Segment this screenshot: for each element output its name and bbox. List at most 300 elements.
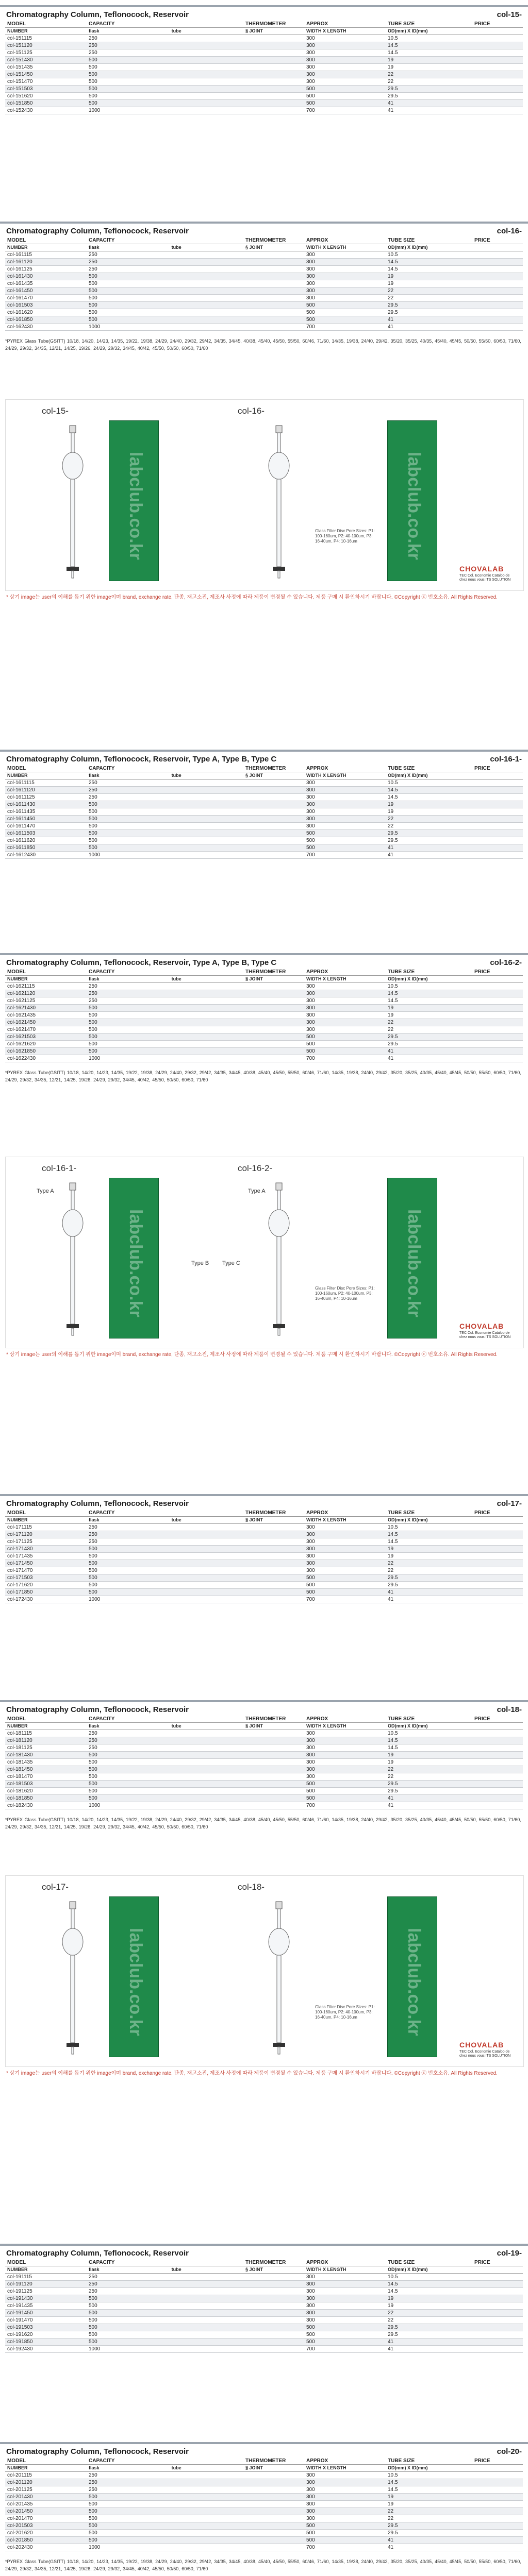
section-code: col-16-2- (490, 958, 522, 967)
joint-value (243, 2310, 304, 2317)
price (472, 2530, 523, 2537)
tube-capacity (170, 42, 243, 49)
width-length: 300 (304, 295, 386, 302)
joint-value (243, 1773, 304, 1781)
model-number: col-201450 (5, 2508, 87, 2515)
tube-size: 41 (386, 1802, 472, 1809)
flask-capacity: 250 (87, 259, 170, 266)
price (472, 71, 523, 78)
model-number: col-191503 (5, 2324, 87, 2331)
table-row (5, 983, 523, 990)
table-row (5, 816, 523, 823)
model-number: col-151850 (5, 100, 87, 107)
joint-value (243, 1026, 304, 1033)
joint-value (243, 2494, 304, 2501)
width-length: 300 (304, 64, 386, 71)
flask-capacity: 500 (87, 1005, 170, 1012)
flask-capacity: 500 (87, 2310, 170, 2317)
tube-size: 41 (386, 844, 472, 852)
price (472, 1524, 523, 1531)
tube-capacity (170, 259, 243, 266)
width-length: 300 (304, 35, 386, 42)
model-number: col-201120 (5, 2479, 87, 2486)
spec-section (0, 1695, 528, 1829)
brand-subtext: TEC Col. Economie Cataloo de chez nous vous ITS SOLUTION (459, 2050, 511, 2058)
spec-table (5, 1716, 523, 1809)
flask-capacity: 500 (87, 1773, 170, 1781)
section-title: Chromatography Column, Teflonocock, Reservoir, Type A, Type B, Type C (6, 755, 277, 764)
tube-size: 19 (386, 273, 472, 280)
tube-capacity (170, 2530, 243, 2537)
section-title: Chromatography Column, Teflonocock, Reservoir, Type A, Type B, Type C (6, 958, 277, 967)
watermark: labclub.co.kr (404, 1209, 424, 1317)
tube-header: tube (170, 28, 243, 35)
joint-value (243, 2288, 304, 2295)
table-row (5, 1055, 523, 1062)
width-length: 300 (304, 808, 386, 816)
model-number: col-171120 (5, 1531, 87, 1538)
flask-capacity: 250 (87, 1744, 170, 1752)
model-number: col-171470 (5, 1567, 87, 1574)
table-row (5, 2274, 523, 2281)
tube-size: 41 (386, 2544, 472, 2551)
table-row (5, 35, 523, 42)
flask-header: flask (87, 244, 170, 251)
tube-capacity (170, 997, 243, 1005)
width-length: 300 (304, 287, 386, 295)
price (472, 1596, 523, 1603)
tube-size: 19 (386, 64, 472, 71)
model-number: col-1611620 (5, 837, 87, 844)
tube-capacity (170, 100, 243, 107)
model-number: col-171850 (5, 1589, 87, 1596)
price (472, 1788, 523, 1795)
tube-size: 19 (386, 1752, 472, 1759)
table-row (5, 57, 523, 64)
width-length: 300 (304, 49, 386, 57)
flask-capacity: 250 (87, 2281, 170, 2288)
flask-capacity: 500 (87, 2537, 170, 2544)
joint-value (243, 1019, 304, 1026)
tube-capacity (170, 2324, 243, 2331)
section-header (6, 1498, 522, 1510)
price (472, 2472, 523, 2479)
table-row (5, 2310, 523, 2317)
flask-capacity: 500 (87, 844, 170, 852)
section-code: col-15- (497, 10, 522, 19)
tube-capacity (170, 1759, 243, 1766)
od-id-header: OD(mm) X ID(mm) (386, 772, 472, 779)
price (472, 78, 523, 86)
header-row (5, 969, 523, 976)
blank-header (472, 1723, 523, 1730)
model-number: col-171115 (5, 1524, 87, 1531)
joint-value (243, 266, 304, 273)
tube-capacity (170, 808, 243, 816)
model-number: col-181450 (5, 1766, 87, 1773)
spec-section (0, 0, 528, 124)
price (472, 1041, 523, 1048)
joint-value (243, 42, 304, 49)
table-row (5, 1531, 523, 1538)
tube-capacity (170, 2295, 243, 2302)
width-length: 300 (304, 273, 386, 280)
width-length: 500 (304, 1574, 386, 1582)
section-code: col-16- (497, 227, 522, 235)
price (472, 1766, 523, 1773)
model-number: col-151450 (5, 71, 87, 78)
price (472, 1026, 523, 1033)
model-number: col-1621120 (5, 990, 87, 997)
width-length: 300 (304, 2317, 386, 2324)
model-number: col-171430 (5, 1546, 87, 1553)
joint-value (243, 2537, 304, 2544)
width-length: 300 (304, 251, 386, 259)
width-length-header: WIDTH X LENGTH (304, 244, 386, 251)
width-length: 300 (304, 2515, 386, 2522)
table-row (5, 2522, 523, 2530)
tube-capacity (170, 844, 243, 852)
table-row (5, 1589, 523, 1596)
tube-capacity (170, 302, 243, 309)
tube-capacity (170, 2346, 243, 2353)
tube-capacity (170, 2281, 243, 2288)
price (472, 808, 523, 816)
table-row (5, 2494, 523, 2501)
flask-capacity: 250 (87, 990, 170, 997)
price-header: PRICE (472, 237, 523, 244)
joint-value (243, 107, 304, 114)
joint-value (243, 823, 304, 830)
tube-capacity (170, 266, 243, 273)
price (472, 1773, 523, 1781)
width-length-header: WIDTH X LENGTH (304, 1517, 386, 1524)
joint-value (243, 1744, 304, 1752)
capacity-header: CAPACITY (87, 21, 243, 28)
model-number: col-161115 (5, 251, 87, 259)
price-header: PRICE (472, 2458, 523, 2465)
table-row (5, 1538, 523, 1546)
tube-size: 14.5 (386, 1737, 472, 1744)
table-row (5, 1567, 523, 1574)
flask-capacity: 1000 (87, 324, 170, 331)
price (472, 830, 523, 837)
tube-header: tube (170, 1723, 243, 1730)
flask-capacity: 500 (87, 808, 170, 816)
price (472, 983, 523, 990)
width-length: 300 (304, 1752, 386, 1759)
table-row (5, 1048, 523, 1055)
width-length: 500 (304, 830, 386, 837)
section-code: col-17- (497, 1499, 522, 1508)
table-row (5, 2324, 523, 2331)
width-length: 300 (304, 2274, 386, 2281)
watermark: labclub.co.kr (126, 1928, 145, 2036)
width-length: 300 (304, 2501, 386, 2508)
section-header (6, 2248, 522, 2259)
od-id-header: OD(mm) X ID(mm) (386, 2266, 472, 2274)
model-number: col-161430 (5, 273, 87, 280)
price (472, 1574, 523, 1582)
joint-value (243, 1033, 304, 1041)
tube-size: 29.5 (386, 2530, 472, 2537)
flask-capacity: 500 (87, 816, 170, 823)
brand-subtext: TEC Col. Economie Cataloo de chez nous vous ITS SOLUTION (459, 574, 511, 582)
tube-size: 41 (386, 316, 472, 324)
joint-value (243, 2331, 304, 2338)
tube-capacity (170, 1766, 243, 1773)
flask-capacity: 500 (87, 100, 170, 107)
approx-header: APPROX (304, 2458, 386, 2465)
flask-capacity: 500 (87, 280, 170, 287)
width-length: 700 (304, 1596, 386, 1603)
tube-capacity (170, 78, 243, 86)
thermometer-header: THERMOMETER (243, 2458, 304, 2465)
tube-size-header: TUBE SIZE (386, 1510, 472, 1517)
width-length: 300 (304, 816, 386, 823)
product-photo (109, 1178, 159, 1338)
price (472, 801, 523, 808)
price-header: PRICE (472, 21, 523, 28)
tube-capacity (170, 990, 243, 997)
tube-size: 29.5 (386, 2331, 472, 2338)
header-row (5, 237, 523, 244)
table-row (5, 1582, 523, 1589)
flask-capacity: 500 (87, 1026, 170, 1033)
tube-size: 29.5 (386, 93, 472, 100)
section-divider (0, 2244, 528, 2246)
tube-capacity (170, 1012, 243, 1019)
width-length: 500 (304, 302, 386, 309)
tube-capacity (170, 35, 243, 42)
spec-table (5, 2458, 523, 2551)
tube-size-header: TUBE SIZE (386, 237, 472, 244)
tube-capacity (170, 1744, 243, 1752)
tube-capacity (170, 816, 243, 823)
model-number: col-201470 (5, 2515, 87, 2522)
table-row (5, 1802, 523, 1809)
tube-size-header: TUBE SIZE (386, 765, 472, 772)
model-number: col-1611430 (5, 801, 87, 808)
model-number: col-151620 (5, 93, 87, 100)
joint-value (243, 1766, 304, 1773)
width-length: 300 (304, 2310, 386, 2317)
tube-header: tube (170, 2266, 243, 2274)
model-number: col-171450 (5, 1560, 87, 1567)
joint-value (243, 1574, 304, 1582)
tube-size: 10.5 (386, 779, 472, 787)
product-figure (5, 1157, 524, 1348)
joint-value (243, 324, 304, 331)
model-number: col-151503 (5, 86, 87, 93)
width-length: 700 (304, 1055, 386, 1062)
table-row (5, 1744, 523, 1752)
table-row (5, 779, 523, 787)
width-length: 300 (304, 2302, 386, 2310)
tube-capacity (170, 1055, 243, 1062)
section-divider (0, 1700, 528, 1702)
joint-value (243, 78, 304, 86)
joint-value (243, 844, 304, 852)
model-number: col-181503 (5, 1781, 87, 1788)
flask-capacity: 500 (87, 57, 170, 64)
flask-capacity: 500 (87, 287, 170, 295)
tube-capacity (170, 1005, 243, 1012)
joint-value (243, 2515, 304, 2522)
table-row (5, 1773, 523, 1781)
table-row (5, 1752, 523, 1759)
tube-size: 41 (386, 100, 472, 107)
model-number: col-201620 (5, 2530, 87, 2537)
subheader-row (5, 244, 523, 251)
tube-size: 29.5 (386, 830, 472, 837)
capacity-header: CAPACITY (87, 237, 243, 244)
tube-capacity (170, 1574, 243, 1582)
joint-value (243, 64, 304, 71)
model-number: col-1621850 (5, 1048, 87, 1055)
price-header: PRICE (472, 1716, 523, 1723)
tube-size: 29.5 (386, 1041, 472, 1048)
model-number: col-1611450 (5, 816, 87, 823)
spec-section (0, 216, 528, 351)
price (472, 2288, 523, 2295)
model-number: col-1611470 (5, 823, 87, 830)
price (472, 816, 523, 823)
spec-table (5, 237, 523, 331)
flask-capacity: 500 (87, 1012, 170, 1019)
width-length: 300 (304, 2486, 386, 2494)
joint-value (243, 2508, 304, 2515)
table-row (5, 2537, 523, 2544)
table-row (5, 1005, 523, 1012)
model-number: col-152430 (5, 107, 87, 114)
tube-capacity (170, 280, 243, 287)
flask-capacity: 500 (87, 1766, 170, 1773)
approx-header: APPROX (304, 237, 386, 244)
model-number: col-191115 (5, 2274, 87, 2281)
tube-capacity (170, 983, 243, 990)
spec-table (5, 2259, 523, 2353)
joint-value (243, 93, 304, 100)
model-number: col-171435 (5, 1553, 87, 1560)
joint-value (243, 2530, 304, 2537)
table-row (5, 990, 523, 997)
price (472, 2295, 523, 2302)
approx-header: APPROX (304, 1510, 386, 1517)
tube-capacity (170, 1788, 243, 1795)
thermometer-header: THERMOMETER (243, 237, 304, 244)
model-number: col-191450 (5, 2310, 87, 2317)
width-length: 300 (304, 2288, 386, 2295)
model-number: col-201125 (5, 2486, 87, 2494)
width-length: 300 (304, 1005, 386, 1012)
number-header: NUMBER (5, 772, 87, 779)
joint-value (243, 1012, 304, 1019)
number-header: NUMBER (5, 1723, 87, 1730)
tube-size: 41 (386, 324, 472, 331)
tube-capacity (170, 2522, 243, 2530)
tube-capacity (170, 86, 243, 93)
model-number: col-1611125 (5, 794, 87, 801)
flask-capacity: 500 (87, 2331, 170, 2338)
tube-size: 14.5 (386, 2486, 472, 2494)
approx-header: APPROX (304, 1716, 386, 1723)
tube-capacity (170, 801, 243, 808)
tube-size: 14.5 (386, 2288, 472, 2295)
joint-value (243, 1737, 304, 1744)
flask-capacity: 250 (87, 251, 170, 259)
tube-size: 22 (386, 71, 472, 78)
product-figure (5, 1875, 524, 2067)
joint-value (243, 280, 304, 287)
tube-capacity (170, 2544, 243, 2551)
model-number: col-161620 (5, 309, 87, 316)
table-row (5, 49, 523, 57)
model-number: col-161470 (5, 295, 87, 302)
tube-capacity (170, 830, 243, 837)
table-row (5, 1033, 523, 1041)
tube-size: 14.5 (386, 997, 472, 1005)
flask-capacity: 1000 (87, 2544, 170, 2551)
joint-value (243, 2346, 304, 2353)
flask-header: flask (87, 2465, 170, 2472)
tube-capacity (170, 1026, 243, 1033)
width-length-header: WIDTH X LENGTH (304, 28, 386, 35)
header-row (5, 2458, 523, 2465)
tube-size: 22 (386, 2515, 472, 2522)
price (472, 1744, 523, 1752)
tube-capacity (170, 2472, 243, 2479)
width-length: 300 (304, 2479, 386, 2486)
flask-capacity: 500 (87, 295, 170, 302)
width-length: 500 (304, 2324, 386, 2331)
price (472, 2274, 523, 2281)
section-title: Chromatography Column, Teflonocock, Reservoir (6, 2249, 189, 2258)
model-number: col-161503 (5, 302, 87, 309)
tube-size: 41 (386, 1055, 472, 1062)
section-code: col-16-1- (490, 755, 522, 764)
table-row (5, 1730, 523, 1737)
copyright-note: * 상기 image는 user의 이해를 돕기 위한 image이며 brand, exchange rate, 단종, 재고소진, 제조사 사정에 따라 제품이 변경될 수 있습니다. 제품 구매 시 환인하시기 바랍니다. ©Copyright ⓒ 번호소유. All Rights Reserved. (6, 2071, 498, 2076)
flask-header: flask (87, 28, 170, 35)
joint-value (243, 1005, 304, 1012)
table-row (5, 251, 523, 259)
spec-section (0, 948, 528, 1082)
model-number: col-1612430 (5, 852, 87, 859)
table-row (5, 852, 523, 859)
joint-note: *PYREX Glass Tube(GSITT) 10/18, 14/20, 14/23, 14/35, 19/22, 19/38, 24/29, 24/40, 29/32, 29/42, 34/35, 34/45, 40/38, 45/40, 45/50, 55/50, 60/46, 71/60, 14/35, 19/38, 24/40, 29/42, 35/20, 35/25, 40/35, 45/40, 45/45, 50/50, 55/50, 60/50, 71/60, 24/29, 29/32, 34/35, 12/21, 14/25, 19/26, 24/29, 29/32, 34/45, 40/42, 45/50, 50/50, 60/50, 71/60 (5, 1070, 521, 1082)
price (472, 2479, 523, 2486)
price (472, 1752, 523, 1759)
joint-value (243, 794, 304, 801)
joint-header: § JOINT (243, 244, 304, 251)
tube-capacity (170, 2494, 243, 2501)
table-row (5, 1781, 523, 1788)
table-row (5, 787, 523, 794)
tube-capacity (170, 2501, 243, 2508)
tube-header: tube (170, 2465, 243, 2472)
blank-header (472, 28, 523, 35)
joint-value (243, 1560, 304, 1567)
model-header: MODEL (5, 1510, 87, 1517)
width-length: 300 (304, 1567, 386, 1574)
width-length: 500 (304, 2331, 386, 2338)
joint-value (243, 779, 304, 787)
tube-size: 29.5 (386, 86, 472, 93)
width-length: 300 (304, 2295, 386, 2302)
price (472, 1560, 523, 1567)
copyright-note: * 상기 image는 user의 이해를 돕기 위한 image이며 brand, exchange rate, 단종, 재고소진, 제조사 사정에 따라 제품이 변경될 수 있습니다. 제품 구매 시 환인하시기 바랍니다. ©Copyright ⓒ 번호소유. All Rights Reserved. (6, 1352, 498, 1358)
